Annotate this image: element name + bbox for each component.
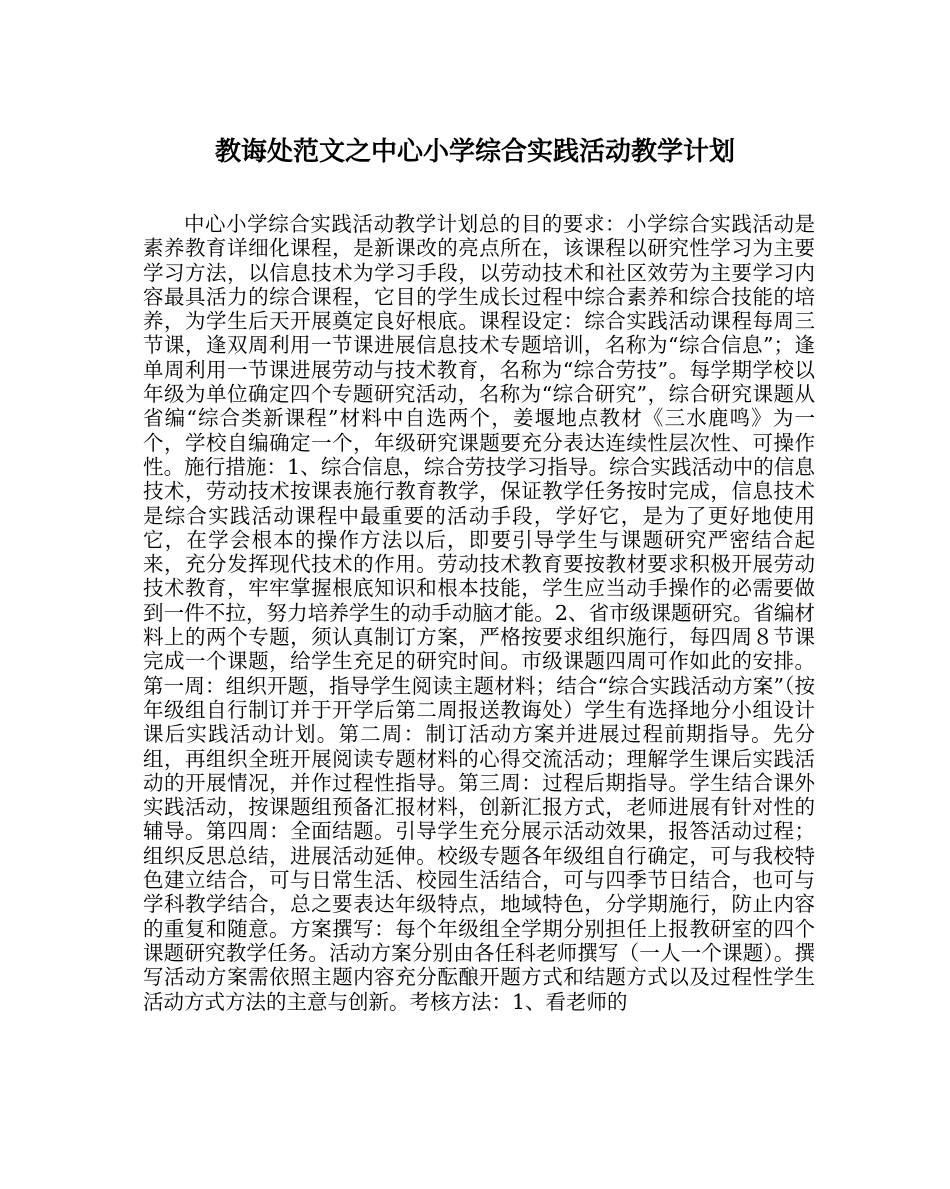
document-title: 教诲处范文之中心小学综合实践活动教学计划 bbox=[214, 137, 735, 167]
document-body-paragraph: 中心小学综合实践活动教学计划总的目的要求：小学综合实践活动是素养教育详细化课程，是新课改的亮点所在，该课程以研究性学习为主要学习方法，以信息技术为学习手段，以劳动技术和社区效劳为主要学习内容最具活力的综合课程，它目的学生成长过程中综合素养和综合技能的培养，为学生后天开展奠定良好根底。课程设定：综合实践活动课程每周三节课，逢双周利用一节课进展信息技术专题培训，名称为“综合信息”；逢单周利用一节课进展劳动与技术教育，名称为“综合劳技”。每学期学校以年级为单位确定四个专题研究活动，名称为“综合研究”，综合研究课题从省编“综合类新课程”材料中自选两个，姜堰地点教材《三水鹿鸣》为一个，学校自编确定一个，年级研究课题要充分表达连续性层次性、可操作性。施行措施：1、综合信息，综合劳技学习指导。综合实践活动中的信息技术，劳动技术按课表施行教育教学，保证教学任务按时完成，信息技术是综合实践活动课程中最重要的活动手段，学好它，是为了更好地使用它，在学会根本的操作方法以后，即要引导学生与课题研究严密结合起来，充分发挥现代技术的作用。劳动技术教育要按教材要求积极开展劳动技术教育，牢牢掌握根底知识和根本技能，学生应当动手操作的必需要做到一件不拉，努力培养学生的动手动脑才能。2、省市级课题研究。省编材料上的两个专题，须认真制订方案，严格按要求组织施行，每四周８节课完成一个课题，给学生充足的研究时间。市级课题四周可作如此的安排。第一周：组织开题，指导学生阅读主题材料；结合“综合实践活动方案”（按年级组自行制订并于开学后第二周报送教诲处）学生有选择地分小组设计课后实践活动计划。第二周：制订活动方案并进展过程前期指导。先分组，再组织全班开展阅读专题材料的心得交流活动；理解学生课后实践活动的开展情况，并作过程性指导。第三周：过程后期指导。学生结合课外实践活动，按课题组预备汇报材料，创新汇报方式，老师进展有针对性的辅导。第四周：全面结题。引导学生充分展示活动效果，报答活动过程；组织反思总结，进展活动延伸。校级专题各年级组自行确定，可与我校特色建立结合，可与日常生活、校园生活结合，可与四季节日结合，也可与学科教学结合，总之要表达年级特点，地域特色，分学期施行，防止内容的重复和随意。方案撰写：每个年级组全学期分别担任上报教研室的四个课题研究教学任务。活动方案分别由各任科老师撰写（一人一个课题）。撰写活动方案需依照主题内容充分酝酿开题方式和结题方式以及过程性学生活动方式方法的主意与创新。考核方法：1、看老师的 bbox=[143, 212, 815, 1014]
